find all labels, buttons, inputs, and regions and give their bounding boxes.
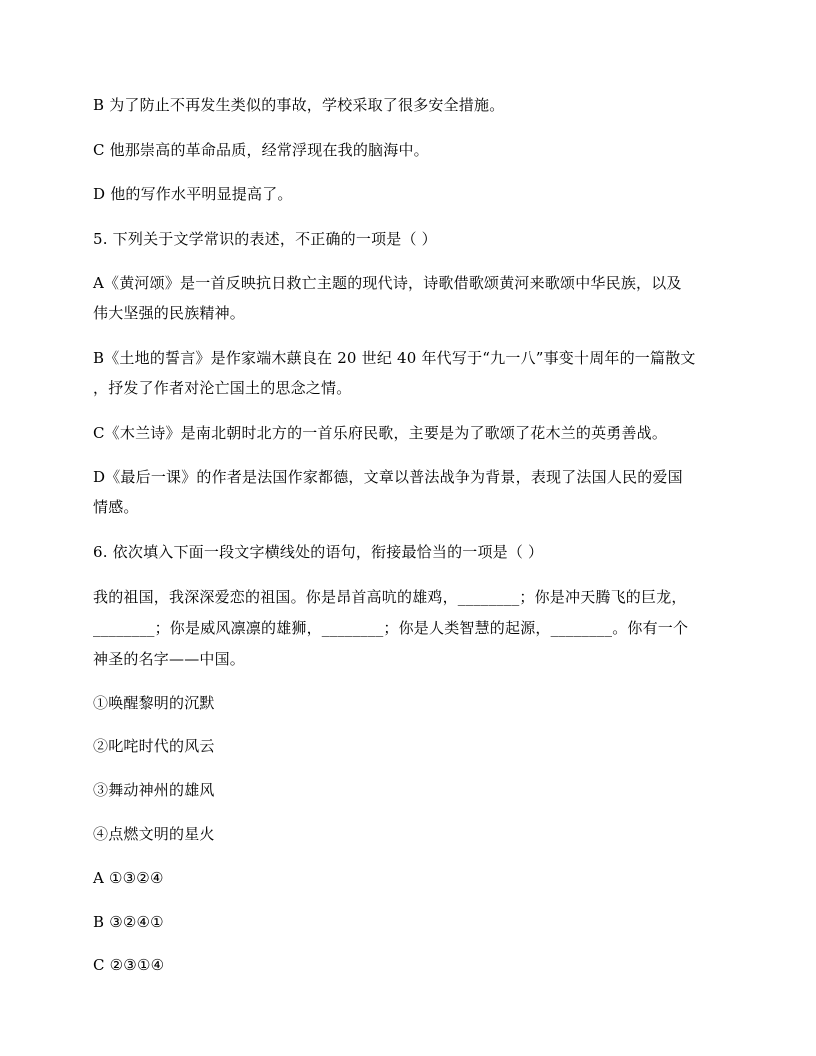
- option-b-line: B 为了防止不再发生类似的事故，学校采取了很多安全措施。: [93, 96, 505, 114]
- option-d-line: D 他的写作水平明显提高了。: [93, 185, 293, 203]
- q6-passage-line-1: 我的祖国，我深深爱恋的祖国。你是昂首高吭的雄鸡，________；你是冲天腾飞的巨龙，: [93, 588, 687, 606]
- q6-sentence-2: ②叱咤时代的风云: [93, 737, 215, 755]
- q6-sentence-1: ①唤醒黎明的沉默: [93, 694, 215, 712]
- q6-passage-line-3: 神圣的名字——中国。: [93, 650, 246, 668]
- q5-option-a-line-1: A《黄河颂》是一首反映抗日救亡主题的现代诗，诗歌借歌颂黄河来歌颂中华民族，以及: [93, 274, 682, 292]
- q5-option-c-line: C《木兰诗》是南北朝时北方的一首乐府民歌，主要是为了歌颂了花木兰的英勇善战。: [93, 424, 668, 442]
- q6-sentence-3: ③舞动神州的雄风: [93, 781, 215, 799]
- q5-option-d-line-1: D《最后一课》的作者是法国作家都德，文章以普法战争为背景，表现了法国人民的爱国: [93, 468, 683, 486]
- q6-option-b: B ③②④①: [93, 913, 164, 931]
- q6-sentence-4: ④点燃文明的星火: [93, 825, 215, 843]
- q5-option-d-line-2: 情感。: [93, 498, 139, 516]
- q5-option-a-line-2: 伟大坚强的民族精神。: [93, 304, 246, 322]
- document-page: [93, 0, 733, 1056]
- q6-passage-line-2: ________；你是威风凛凛的雄狮，________；你是人类智慧的起源，________。你有一个: [93, 619, 689, 637]
- q6-option-c: C ②③①④: [93, 956, 165, 974]
- q5-option-b-line-2: ，抒发了作者对沦亡国土的思念之情。: [93, 379, 352, 397]
- q5-option-b-line-1: B《土地的誓言》是作家端木蕻良在 20 世纪 40 年代写于“九一八”事变十周年的一篇散文: [93, 349, 696, 367]
- question-5-stem: 5. 下列关于文学常识的表述，不正确的一项是（ ）: [93, 230, 437, 248]
- question-6-stem: 6. 依次填入下面一段文字横线处的语句，衔接最恰当的一项是（ ）: [93, 543, 544, 561]
- q6-option-a: A ①③②④: [93, 869, 164, 887]
- option-c-line: C 他那崇高的革命品质，经常浮现在我的脑海中。: [93, 141, 429, 159]
